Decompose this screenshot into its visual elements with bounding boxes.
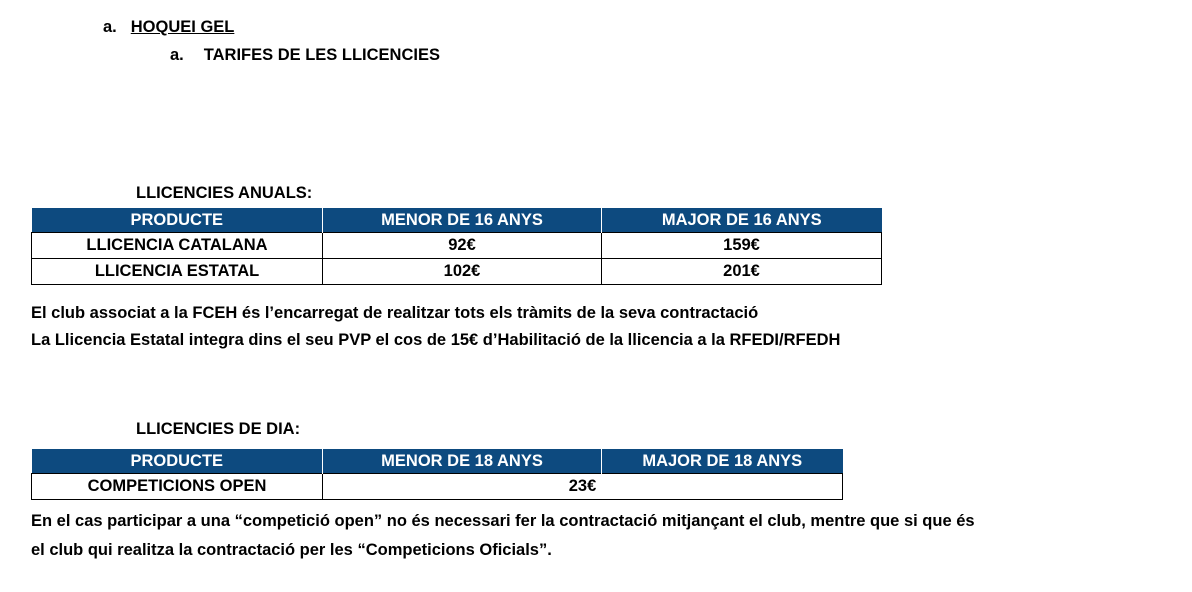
price-cell: 159€: [602, 233, 882, 259]
table-header-row: [32, 449, 843, 474]
section-title: HOQUEI GEL: [130, 18, 235, 36]
table-row: [32, 259, 882, 285]
day-licences-label: LLICENCIES DE DIA:: [136, 420, 301, 438]
day-licences-table: [31, 449, 843, 500]
section-marker: a.: [103, 18, 117, 36]
table-row: [32, 474, 843, 500]
header-product: PRODUCTE: [32, 208, 323, 233]
price-cell: 23€: [323, 474, 843, 500]
day-note: el club qui realitza la contractació per les “Competicions Oficials”.: [31, 541, 552, 559]
header-product: PRODUCTE: [32, 449, 323, 474]
subsection-marker: a.: [170, 46, 184, 64]
price-cell: 92€: [323, 233, 602, 259]
day-note: En el cas participar a una “competició open” no és necessari fer la contractació mitjançant el club, mentre que si que és: [31, 512, 975, 530]
product-cell: LLICENCIA ESTATAL: [32, 259, 323, 285]
section-heading: [103, 18, 234, 37]
header-over-16: MAJOR DE 16 ANYS: [602, 208, 882, 233]
subsection-title: TARIFES DE LES LLICENCIES: [203, 46, 440, 64]
annual-licences-table: [31, 208, 882, 285]
product-cell: COMPETICIONS OPEN: [32, 474, 323, 500]
subsection-heading: [170, 46, 440, 65]
price-cell: 201€: [602, 259, 882, 285]
annual-licences-label: LLICENCIES ANUALS:: [136, 184, 313, 202]
header-over-18: MAJOR DE 18 ANYS: [602, 449, 843, 474]
annual-note: La Llicencia Estatal integra dins el seu PVP el cos de 15€ d’Habilitació de la llicencia a la RFEDI/RFEDH: [31, 331, 841, 349]
price-cell: 102€: [323, 259, 602, 285]
table-row: [32, 233, 882, 259]
table-header-row: [32, 208, 882, 233]
annual-note: El club associat a la FCEH és l’encarregat de realitzar tots els tràmits de la seva contractació: [31, 304, 759, 322]
header-under-16: MENOR DE 16 ANYS: [323, 208, 602, 233]
product-cell: LLICENCIA CATALANA: [32, 233, 323, 259]
header-under-18: MENOR DE 18 ANYS: [323, 449, 602, 474]
